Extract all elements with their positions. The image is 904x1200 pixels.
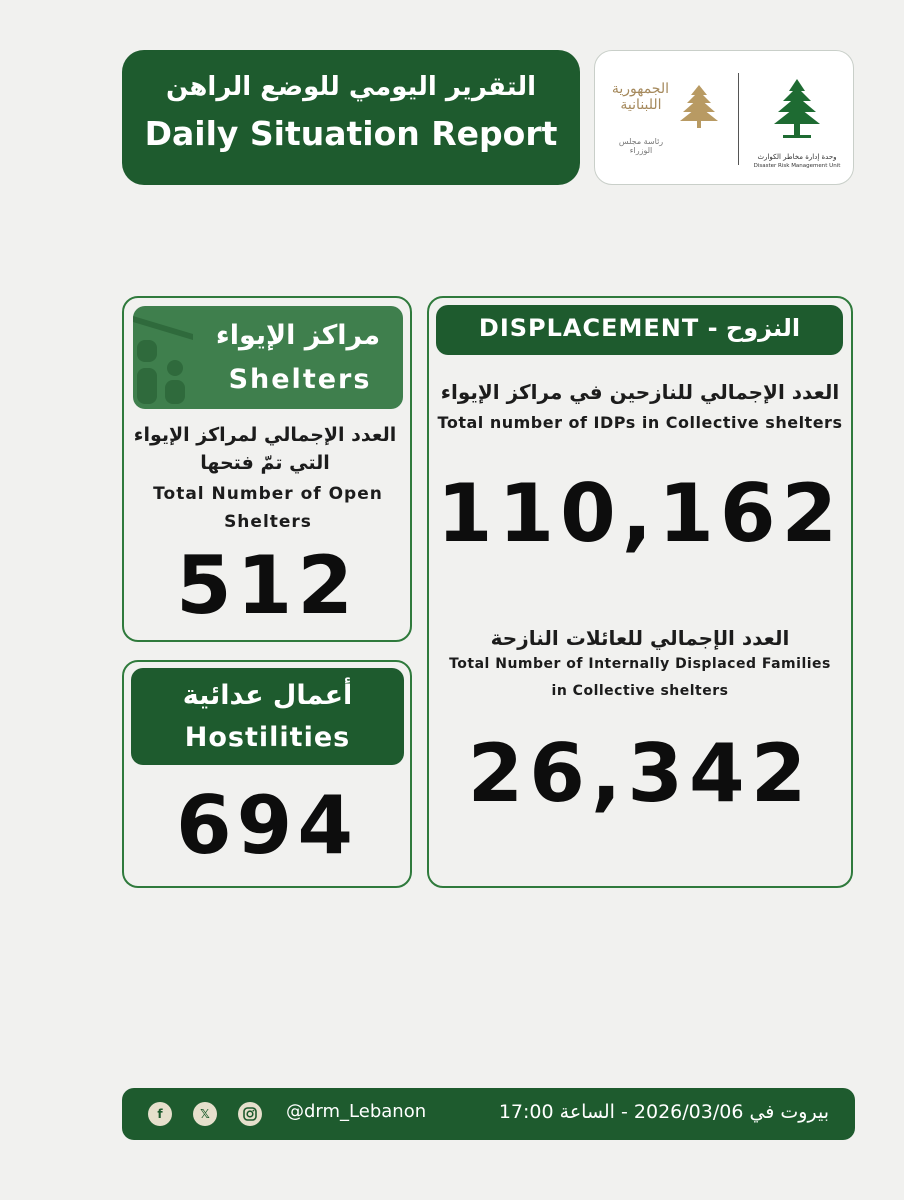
families-label-english-1: Total Number of Internally Displaced Families: [449, 656, 831, 672]
cedar-gold-icon: [679, 83, 719, 129]
report-dateline: بيروت في 2026/03/06 - الساعة 17:00: [498, 1101, 829, 1123]
families-label-english-2: in Collective shelters: [551, 683, 729, 699]
displacement-chip: [436, 305, 843, 355]
displacement-chip-text: النزوح - DISPLACEMENT: [478, 314, 801, 342]
idps-count: 110,162: [436, 467, 844, 560]
hostilities-chip: [131, 668, 404, 765]
drm-unit-english: Disaster Risk Management Unit: [753, 163, 841, 169]
hostilities-chip-arabic: أعمال عدائية: [182, 680, 353, 711]
hostilities-count: 694: [176, 779, 358, 872]
x-icon[interactable]: 𝕏: [193, 1102, 217, 1126]
shelters-chip-english: Shelters: [228, 364, 372, 395]
families-label-arabic: العدد الإجمالي للعائلات النازحة: [490, 626, 790, 650]
idps-label-arabic: العدد الإجمالي للنازحين في مراكز الإيواء: [440, 380, 840, 404]
facebook-icon[interactable]: f: [148, 1102, 172, 1126]
drm-unit-arabic: وحدة إدارة مخاطر الكوارث: [757, 153, 837, 161]
pcm-text: رئاسة مجلس الوزراء: [618, 137, 664, 155]
shelters-label-arabic-2: التي تمّ فتحها: [200, 452, 330, 474]
instagram-icon[interactable]: [238, 1102, 262, 1126]
hostilities-chip-english: Hostilities: [184, 722, 351, 753]
social-handle[interactable]: @drm_Lebanon: [286, 1101, 427, 1122]
footer-bar: [122, 1088, 855, 1140]
idps-label-english: Total number of IDPs in Collective shelters: [437, 413, 843, 432]
families-count: 26,342: [467, 727, 813, 820]
logo-divider: [738, 73, 739, 165]
open-shelters-count: 512: [176, 539, 358, 632]
shelters-label-arabic-1: العدد الإجمالي لمراكز الإيواء: [133, 424, 397, 446]
logos-box: [594, 50, 854, 185]
cedar-green-icon: [773, 77, 821, 143]
report-title-banner: [122, 50, 580, 185]
shelters-label-english-1: Total Number of Open: [153, 484, 383, 504]
shelters-label-english-2: Shelters: [224, 512, 312, 532]
report-title-arabic: التقرير اليومي للوضع الراهن: [165, 72, 536, 102]
shelters-chip-arabic: مراكز الإيواء: [215, 320, 381, 351]
report-title-english: Daily Situation Report: [144, 114, 558, 153]
shelters-chip: [133, 306, 403, 409]
republic-emblem-text: الجمهورية اللبنانية: [611, 81, 669, 113]
